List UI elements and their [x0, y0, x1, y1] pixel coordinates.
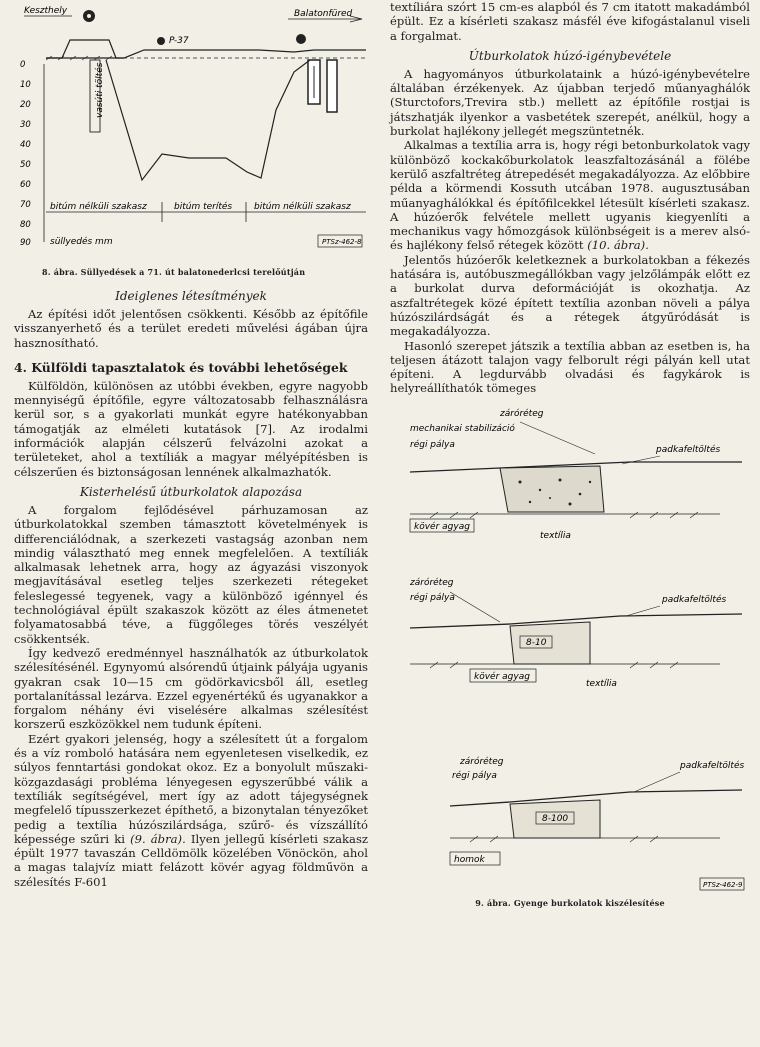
fig8-scale-0: 0 [20, 60, 26, 70]
paragraph-text: Ezért gyakori jelenség, hogy a szélesített út a forgalom és a víz romboló hatására nem egyenletesen viselkedik, ez súlyos fenntartási gondokat okoz. Ez a bonyolult műszaki-közgazdasági probléma lényegesen egyszerűbbé válik a textíliák segítségével, mert így az adott tájegységnek megfelelő típusszerkezet építhető, a bizonytalan tényezőket pedig a textília húzószilárdsága, szűrő- és vízszállító képessége szűri ki [14, 731, 368, 846]
fig9a-label-tex: textília [540, 530, 571, 541]
fig8-segment-right: bitúm nélküli szakasz [254, 202, 351, 212]
paragraph: Így kedvező eredménnyel használhatók az útburkolatok szélesítésénél. Egynyomú alsórendű útjaink pályája ugyanis gyakran csak 10—15 cm gödörkavicsből áll, esetleg portalanítással lezárva. Ezzel egyenértékű és ugyanakkor a forgalom néhány évi viselésére alkalmas szélesítést korszerű eszközökkel nem tudunk építeni. [14, 645, 368, 732]
fig9-panel-a [410, 408, 742, 541]
figure-reference: (10. ábra). [587, 238, 649, 253]
fig9a-label-stab: mechanikai stabilizáció [410, 423, 515, 434]
fig9b-label-soil: kövér agyag [474, 671, 530, 682]
paragraph: Külföldön, különösen az utóbbi években, egyre nagyobb mennyiségű építőfile, egyre változatosabb felhasználásra kerül sor, s a gyakorlati munkát egyre hatékonyabban támogatják az elméleti kutatások [7]. Az irodalmi információk alapján célszerű felvázolni azokat a területeket, ahol a textíliák a magyar mélyépítésben is célszerűen és biztonságosan lennének alkalmazhatók. [14, 378, 368, 479]
subheading-kisterhelesu: Kisterhelésű útburkolatok alapozása [79, 484, 303, 499]
fig9-panel-c [450, 756, 744, 865]
fig8-scale-10: 10 [20, 80, 31, 90]
fig9b-label-tex: textília [586, 678, 617, 689]
fig8-axis-label: süllyedés mm [50, 237, 113, 247]
fig8-scale-80: 80 [20, 220, 31, 230]
fig8-label-balatonfured: Balatonfüred [294, 9, 353, 19]
fig8-scale-70: 70 [20, 200, 31, 210]
paragraph: A hagyományos útburkolataink a húzó-igénybevételre általában érzékenyek. Az újabban terjedő műanyaghálók (Sturctofors,Trevira stb.) mellett az építőfile rostjai is játszhatják ilyenkor a vasbetétek szerepét, anélkül, hogy a burkolat hajlékony jellegét megszüntetnék. [390, 66, 750, 139]
fig9a-label-right: padkafeltöltés [656, 444, 721, 455]
fig8-scale-60: 60 [20, 180, 31, 190]
fig8-label-keszthely: Keszthely [24, 6, 68, 16]
figure-9 [390, 402, 750, 902]
fig8-wall-label: vasúti töltés [95, 62, 105, 118]
subheading-utburkolatok: Útburkolatok húzó-igénybevétele [468, 48, 672, 63]
fig8-scale-90: 90 [20, 238, 31, 248]
section-heading-4: 4. Külföldi tapasztalatok és további lehetőségek [14, 359, 348, 375]
paragraph: A forgalom fejlődésével párhuzamosan az útburkolatokkal szemben támasztott követelmények is differenciálódnak, a szerkezeti vastagság azonban nem mindig választható meg ennek megfelelően. A textíliák alkalmasak lehetnek arra, hogy az ágyazási viszonyok megjavításával esetleg teljes szerkezeti rétegeket feleslegessé tegyenek, vagy a különböző igénnyel és technológiával épült szakaszok között az éles átmenetet folyamatosabbá téve, a függőleges törés veszélyét csökkentsék. [14, 502, 368, 646]
paragraph [14, 732, 368, 889]
fig8-caption: 8. ábra. Süllyedések a 71. út balatonederlcsi terelőútján [42, 267, 306, 277]
fig9b-label-right: padkafeltöltés [662, 594, 727, 605]
paragraph: Az építési időt jelentősen csökkenti. Később az építőfile visszanyerhető és a terület eredeti művelési ágában újra hasznosítható. [14, 307, 368, 350]
fig9c-label-old: régi pálya [452, 770, 497, 781]
fig8-segment-left: bitúm nélküli szakasz [50, 202, 147, 212]
fig8-ref: PTSz-462-8 [322, 238, 362, 246]
fig8-point-label: P-37 [169, 36, 189, 46]
fig9-caption: 9. ábra. Gyenge burkolatok kiszélesítése [475, 897, 665, 908]
paragraph: Jelentős húzóerők keletkeznek a burkolatokban a fékezés hatására is, autóbuszmegállókban vagy jelzőlámpák előtt ez a burkolat durva deformációját is okozhatja. Az aszfaltrétegek közé épített textília azonban növeli a pálya húzószilárdságát és a rétegek átgyűródását is megakadályozza. [390, 252, 750, 339]
fig9a-label-top: záróréteg [500, 408, 544, 419]
fig9c-label-top: záróréteg [460, 756, 504, 767]
subheading-ideiglenes: Ideiglenes létesítmények [115, 289, 267, 303]
fig9-panel-b [409, 577, 742, 689]
fig9a-label-soil: kövér agyag [414, 521, 470, 532]
figure-reference: (9. ábra). [130, 831, 186, 846]
fig9b-label-dim: 8-10 [526, 637, 547, 648]
paragraph: textíliára szórt 15 cm-es alapból és 7 cm itatott makadámból épült. Ez a kísérleti szakasz másfél éve kifogástalanul viseli a forgalmat. [390, 0, 750, 43]
fig9a-label-old: régi pálya [410, 439, 455, 450]
left-column [14, 0, 368, 889]
fig8-scale-40: 40 [20, 140, 31, 150]
paragraph-text: Ilyen jellegű kísérleti szakasz épült 1977 tavaszán Celldömölk közelében Vönöckön, ahol a magas talajvíz miatt felázott kövér agyag földművön a szélesítés F-601 [14, 831, 369, 889]
figure-8 [14, 0, 368, 262]
fig9b-label-old: régi pálya [410, 592, 455, 603]
fig9b-label-top: záróréteg [410, 577, 454, 588]
fig9c-label-dim: 8-100 [542, 813, 569, 824]
paragraph: Hasonló szerepet játszik a textília abban az esetben is, ha teljesen átázott talajon vagy felborult régi pályán kell utat építeni. A legdurvább olvadási és fagykárok is helyreállíthatók tömeges [390, 338, 750, 396]
paragraph [390, 138, 750, 252]
paragraph-text: Alkalmas a textília arra is, hogy régi betonburkolatok vagy különböző kockakőburkolatok leaszfaltozásánál a fölébe kerülő aszfaltréteg átrepedését megakadályozza. Az előbbire példa a körmendi Kossuth utcában 1978. augusztusában műanyaghálókkal és építőfilcekkel létesült kísérleti szakasz. A húzóerők felvétele mellett ugyanis kiegyenlíti a mechanikus vagy hőmozgások különbségeit is a merev alsó- és hajlékony felső rétegek között [390, 138, 750, 253]
fig9c-label-right: padkafeltöltés [680, 760, 745, 771]
fig8-segment-mid: bitúm terítés [174, 202, 233, 212]
fig8-scale-50: 50 [20, 160, 31, 170]
fig9c-label-soil: homok [454, 854, 485, 865]
fig8-scale-20: 20 [20, 100, 31, 110]
fig8-scale-30: 30 [20, 120, 31, 130]
fig9-ref: PTSz-462-9 [703, 880, 743, 889]
right-column [390, 0, 750, 908]
